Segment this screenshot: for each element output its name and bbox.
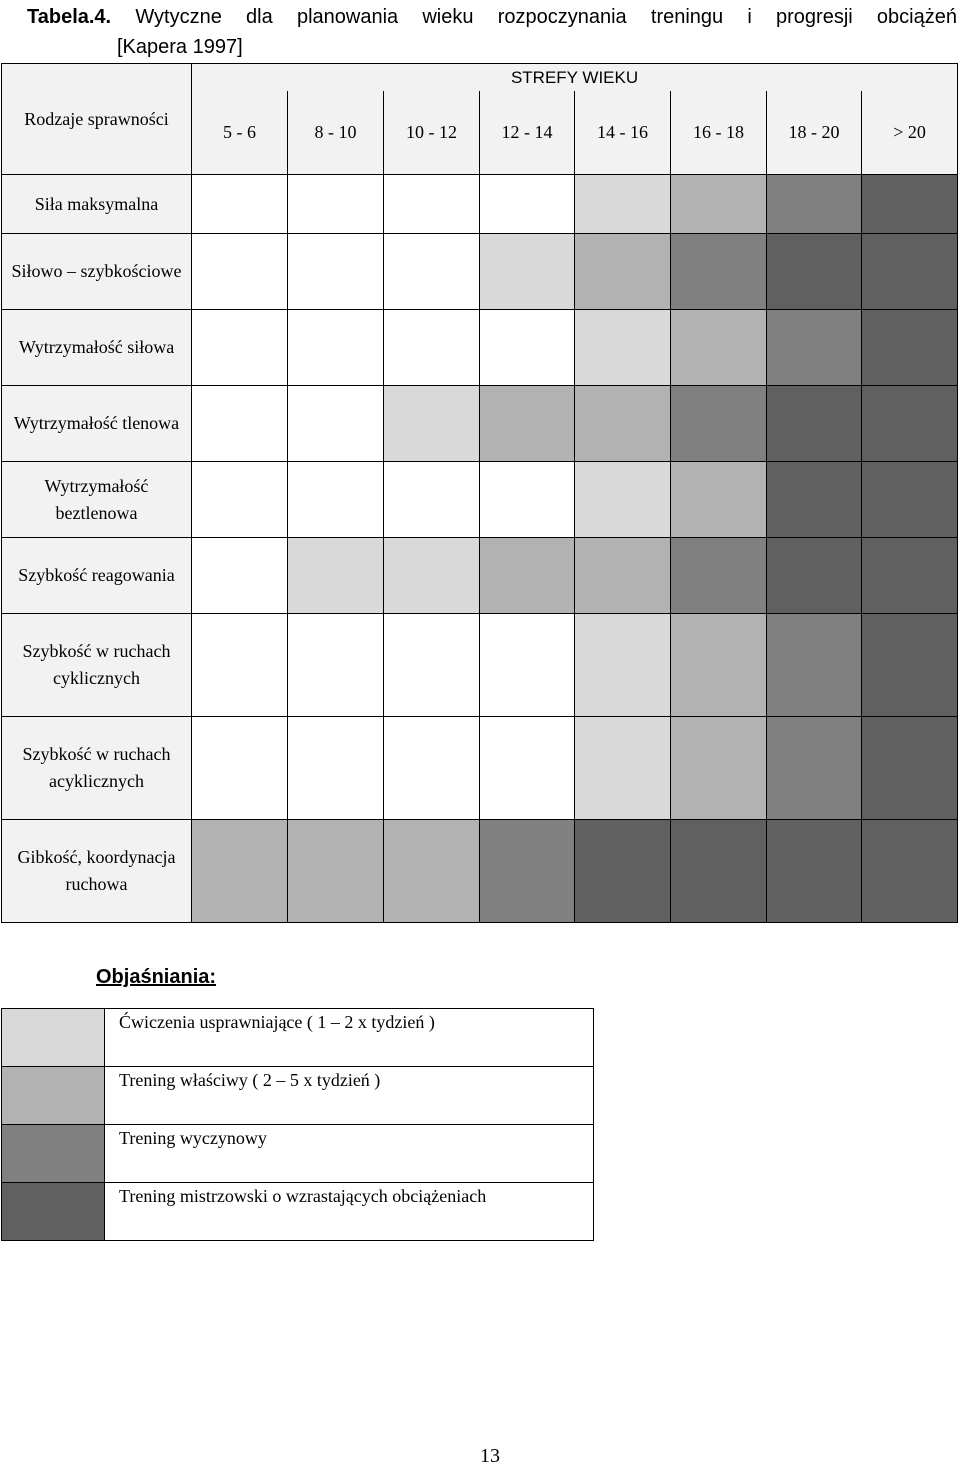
legend-swatch xyxy=(2,1183,105,1241)
age-zone-header: 16 - 18 xyxy=(671,91,767,175)
training-level-cell xyxy=(288,614,384,717)
age-zones-table xyxy=(1,63,958,923)
training-level-cell xyxy=(192,386,288,462)
category-header: Rodzaje sprawności xyxy=(2,64,192,175)
age-zone-header: 8 - 10 xyxy=(288,91,384,175)
training-level-cell xyxy=(384,462,480,538)
legend-swatch xyxy=(2,1125,105,1183)
legend-item xyxy=(2,1125,594,1183)
table-caption xyxy=(27,2,957,62)
training-level-cell xyxy=(671,386,767,462)
row-label: Wytrzymałość tlenowa xyxy=(2,386,192,462)
training-level-cell xyxy=(384,614,480,717)
training-level-cell xyxy=(384,538,480,614)
table-row xyxy=(2,820,958,923)
training-level-cell xyxy=(288,310,384,386)
training-level-cell xyxy=(192,462,288,538)
training-level-cell xyxy=(384,310,480,386)
training-level-cell xyxy=(288,386,384,462)
training-level-cell xyxy=(575,614,671,717)
training-level-cell xyxy=(480,717,575,820)
training-level-cell xyxy=(575,234,671,310)
legend-text: Trening wyczynowy xyxy=(105,1125,594,1183)
training-level-cell xyxy=(384,175,480,234)
table-row xyxy=(2,175,958,234)
training-level-cell xyxy=(192,820,288,923)
training-level-cell xyxy=(480,614,575,717)
training-level-cell xyxy=(480,310,575,386)
training-level-cell xyxy=(575,538,671,614)
training-level-cell xyxy=(384,234,480,310)
training-level-cell xyxy=(767,386,862,462)
table-row xyxy=(2,462,958,538)
legend-item xyxy=(2,1067,594,1125)
legend-text: Trening właściwy ( 2 – 5 x tydzień ) xyxy=(105,1067,594,1125)
training-level-cell xyxy=(288,538,384,614)
table-body xyxy=(2,175,958,923)
training-level-cell xyxy=(862,175,958,234)
table-row xyxy=(2,234,958,310)
training-level-cell xyxy=(862,820,958,923)
training-level-cell xyxy=(192,538,288,614)
training-level-cell xyxy=(192,717,288,820)
training-level-cell xyxy=(575,820,671,923)
training-level-cell xyxy=(575,717,671,820)
training-level-cell xyxy=(575,386,671,462)
age-zone-header: > 20 xyxy=(862,91,958,175)
training-level-cell xyxy=(671,234,767,310)
caption-source: [Kapera 1997] xyxy=(117,36,243,58)
training-level-cell xyxy=(767,462,862,538)
training-level-cell xyxy=(192,234,288,310)
training-level-cell xyxy=(480,175,575,234)
training-level-cell xyxy=(671,175,767,234)
training-level-cell xyxy=(862,614,958,717)
training-level-cell xyxy=(767,717,862,820)
training-level-cell xyxy=(288,820,384,923)
training-level-cell xyxy=(288,717,384,820)
legend-text: Ćwiczenia usprawniające ( 1 – 2 x tydzień ) xyxy=(105,1009,594,1067)
training-level-cell xyxy=(671,538,767,614)
training-level-cell xyxy=(192,175,288,234)
row-label: Siłowo – szybkościowe xyxy=(2,234,192,310)
age-zone-header: 10 - 12 xyxy=(384,91,480,175)
training-level-cell xyxy=(480,820,575,923)
training-level-cell xyxy=(767,234,862,310)
caption-text: Wytyczne dla planowania wieku rozpoczynania treningu i progresji obciążeń xyxy=(135,6,957,28)
training-level-cell xyxy=(671,820,767,923)
row-label: Szybkość reagowania xyxy=(2,538,192,614)
row-label: Szybkość w ruchach acyklicznych xyxy=(2,717,192,820)
training-level-cell xyxy=(767,820,862,923)
training-level-cell xyxy=(575,175,671,234)
training-level-cell xyxy=(384,820,480,923)
training-level-cell xyxy=(192,614,288,717)
training-level-cell xyxy=(480,234,575,310)
training-level-cell xyxy=(767,310,862,386)
training-level-cell xyxy=(671,614,767,717)
row-label: Szybkość w ruchach cyklicznych xyxy=(2,614,192,717)
training-level-cell xyxy=(384,386,480,462)
training-level-cell xyxy=(671,717,767,820)
table-row xyxy=(2,386,958,462)
legend-table xyxy=(1,1008,594,1241)
legend-title: Objaśniania: xyxy=(96,966,217,988)
training-level-cell xyxy=(575,310,671,386)
training-level-cell xyxy=(480,462,575,538)
zones-header: STREFY WIEKU xyxy=(192,64,958,92)
row-label: Wytrzymałość siłowa xyxy=(2,310,192,386)
table-row xyxy=(2,310,958,386)
training-level-cell xyxy=(480,538,575,614)
training-level-cell xyxy=(671,310,767,386)
table-row xyxy=(2,538,958,614)
age-zone-header: 12 - 14 xyxy=(480,91,575,175)
training-level-cell xyxy=(862,234,958,310)
training-level-cell xyxy=(767,614,862,717)
age-zone-header: 14 - 16 xyxy=(575,91,671,175)
training-level-cell xyxy=(288,462,384,538)
training-level-cell xyxy=(192,310,288,386)
age-zone-header: 5 - 6 xyxy=(192,91,288,175)
training-level-cell xyxy=(480,386,575,462)
training-level-cell xyxy=(288,234,384,310)
legend-swatch xyxy=(2,1067,105,1125)
page-number: 13 xyxy=(480,1445,500,1467)
age-zone-header: 18 - 20 xyxy=(767,91,862,175)
table-row xyxy=(2,717,958,820)
training-level-cell xyxy=(384,717,480,820)
table-row xyxy=(2,614,958,717)
training-level-cell xyxy=(862,310,958,386)
legend-swatch xyxy=(2,1009,105,1067)
row-label: Gibkość, koordynacja ruchowa xyxy=(2,820,192,923)
legend-item xyxy=(2,1009,594,1067)
training-level-cell xyxy=(862,386,958,462)
training-level-cell xyxy=(767,538,862,614)
training-level-cell xyxy=(862,717,958,820)
row-label: Siła maksymalna xyxy=(2,175,192,234)
training-level-cell xyxy=(288,175,384,234)
training-level-cell xyxy=(862,462,958,538)
training-level-cell xyxy=(671,462,767,538)
training-level-cell xyxy=(767,175,862,234)
legend-item xyxy=(2,1183,594,1241)
caption-label: Tabela.4. xyxy=(27,6,112,28)
row-label: Wytrzymałość beztlenowa xyxy=(2,462,192,538)
legend-text: Trening mistrzowski o wzrastających obciążeniach xyxy=(105,1183,594,1241)
training-level-cell xyxy=(575,462,671,538)
training-level-cell xyxy=(862,538,958,614)
